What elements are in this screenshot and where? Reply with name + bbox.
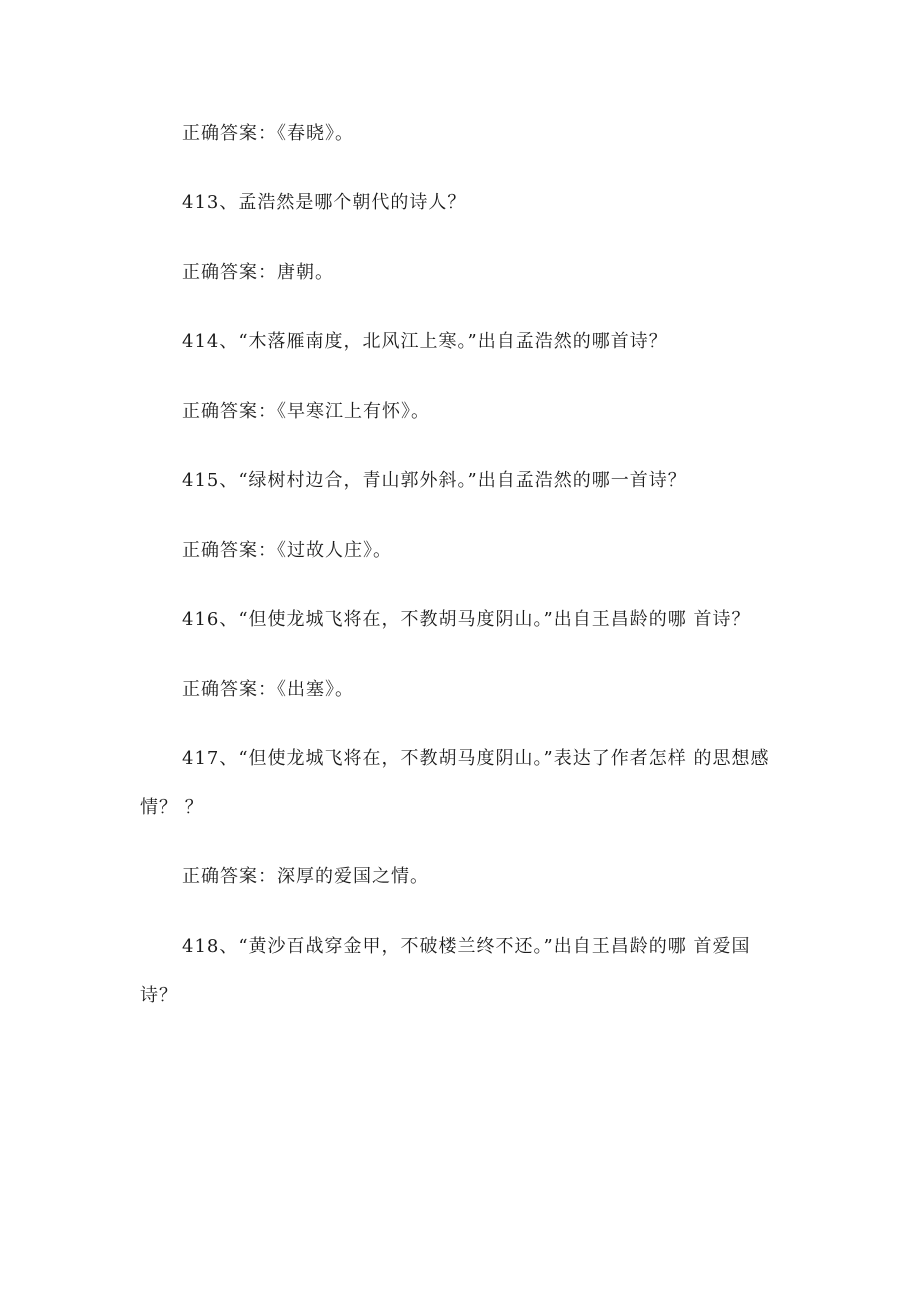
- question-413: 413、孟浩然是哪个朝代的诗人？: [182, 192, 467, 213]
- answer-414: 正确答案：《早寒江上有怀》。: [182, 401, 430, 422]
- question-414: 414、“木落雁南度，北风江上寒。”出自孟浩然的哪首诗？: [182, 331, 668, 352]
- answer-413: 正确答案：唐朝。: [182, 262, 334, 283]
- question-417-continued: 情？ ？: [140, 797, 204, 818]
- answer-415: 正确答案：《过故人庄》。: [182, 540, 392, 561]
- answer-412: 正确答案：《春晓》。: [182, 123, 354, 144]
- answer-417: 正确答案：深厚的爱国之情。: [182, 866, 429, 887]
- answer-416: 正确答案：《出塞》。: [182, 679, 354, 700]
- question-416: 416、“但使龙城飞将在，不教胡马度阴山。”出自王昌龄的哪 首诗？: [182, 609, 751, 630]
- question-418: 418、“黄沙百战穿金甲，不破楼兰终不还。”出自王昌龄的哪 首爱国: [182, 936, 751, 957]
- question-417: 417、“但使龙城飞将在，不教胡马度阴山。”表达了作者怎样 的思想感: [182, 748, 770, 769]
- question-418-continued: 诗？: [140, 985, 178, 1006]
- question-415: 415、“绿树村边合，青山郭外斜。”出自孟浩然的哪一首诗？: [182, 470, 687, 491]
